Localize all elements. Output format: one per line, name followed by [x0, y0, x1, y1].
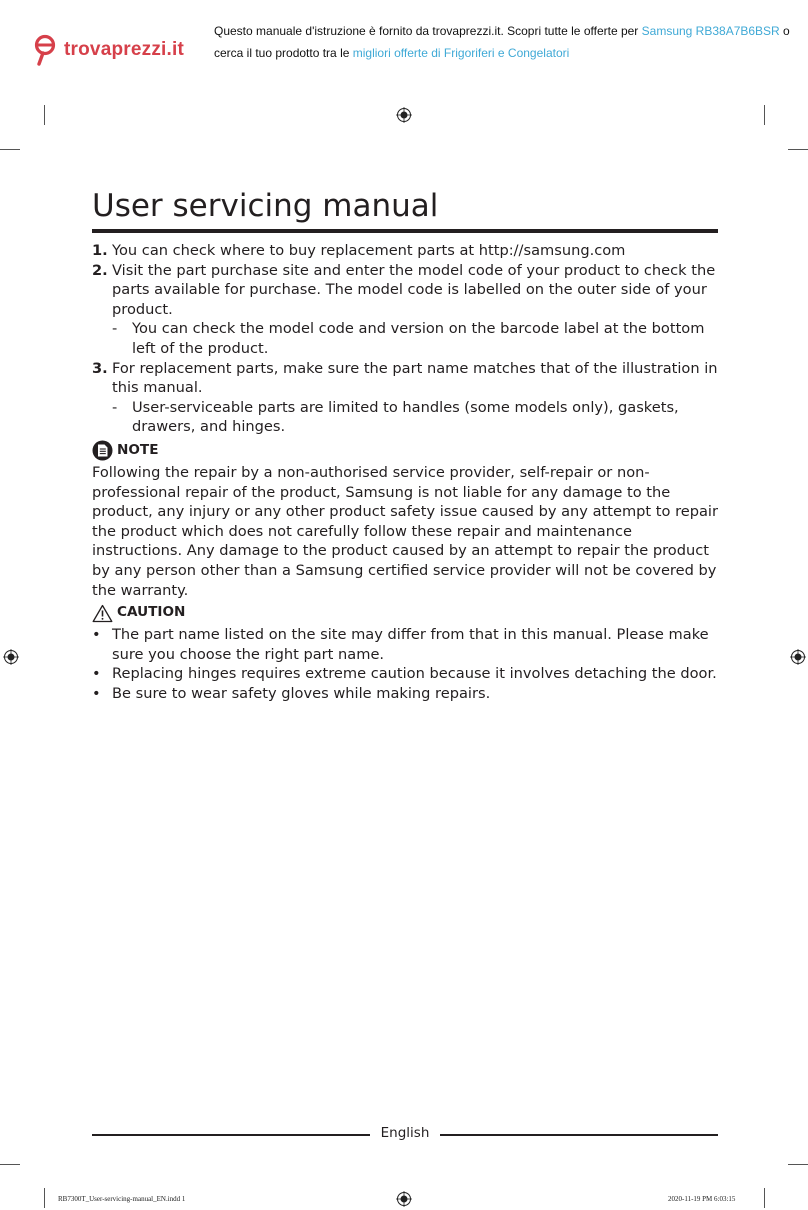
page-title: User servicing manual [92, 188, 439, 224]
warning-icon [92, 604, 113, 623]
dash-marker: - [112, 320, 118, 338]
step-item [92, 359, 722, 398]
crop-mark [788, 1164, 808, 1165]
crop-mark [764, 1188, 765, 1208]
bullet-marker: • [92, 626, 101, 644]
step-number: 1. [92, 242, 108, 259]
note-icon [92, 440, 113, 461]
footer-language: English [380, 1125, 430, 1141]
manual-content [92, 241, 722, 703]
note-label: NOTE [117, 442, 159, 459]
bullet-marker: • [92, 684, 101, 702]
subitem-text: User-serviceable parts are limited to handles (some models only), gaskets, drawers, and hinges. [132, 398, 679, 436]
bullet-marker: • [92, 665, 101, 683]
caution-text: Replacing hinges requires extreme caution because it involves detaching the door. [112, 665, 717, 683]
step-number: 3. [92, 359, 108, 377]
banner-line-2-text: cerca il tuo prodotto tra le [214, 46, 353, 60]
subitem-text: You can check the model code and version on the barcode label at the bottom left of the product. [132, 320, 705, 357]
footer-rule [440, 1134, 718, 1136]
print-slug-filename: RB7300T_User-servicing-manual_EN.indd 1 [58, 1195, 186, 1203]
caution-text: Be sure to wear safety gloves while making repairs. [112, 684, 491, 702]
crop-mark [788, 149, 808, 150]
title-underline [92, 229, 718, 233]
note-text: Following the repair by a non-authorised service provider, self-repair or non-professional repair of the product, Samsung is not liable for any damage to the product, any injury or any other product safety issue caused by any attempt to repair the product which does not carefully follow these repair and maintenance instructions. Any damage to the product caused by an attempt to repair the product by any person other than a Samsung certified service provider will not be covered by the warranty. [92, 463, 718, 599]
caution-item [92, 664, 722, 684]
crop-mark [764, 105, 765, 125]
registration-mark-icon [396, 1191, 412, 1207]
step-number: 2. [92, 261, 108, 279]
step-text: You can check where to buy replacement parts at http://samsung.com [112, 242, 626, 259]
registration-mark-icon [790, 649, 806, 665]
step-item [92, 241, 722, 261]
footer-rule [92, 1134, 370, 1136]
caution-item [92, 684, 722, 704]
banner-line-1-text: Questo manuale d'istruzione è fornito da trovaprezzi.it. Scopri tutte le offerte per [214, 24, 642, 38]
trovaprezzi-logo-icon [34, 34, 58, 66]
caution-text: The part name listed on the site may differ from that in this manual. Please make sure you choose the right part name. [112, 626, 709, 663]
step-item [92, 261, 722, 320]
banner-text [214, 20, 794, 64]
crop-mark [44, 105, 45, 125]
note-heading [92, 441, 722, 461]
banner-line-2 [214, 42, 794, 64]
crop-mark [0, 149, 20, 150]
registration-mark-icon [3, 649, 19, 665]
print-slug-timestamp: 2020-11-19 PM 6:03:15 [668, 1195, 736, 1203]
registration-mark-icon [396, 107, 412, 123]
banner-line-1 [214, 20, 794, 42]
fridge-offers-link[interactable]: migliori offerte di Frigoriferi e Congelatori [352, 46, 570, 60]
trovaprezzi-logo[interactable] [34, 34, 184, 66]
step-text: Visit the part purchase site and enter the model code of your product to check the parts available for purchase. The model code is labelled on the outer side of your product. [112, 261, 716, 318]
banner-line-1-suffix: o [779, 24, 790, 38]
crop-mark [0, 1164, 20, 1165]
step-subitem [92, 319, 722, 358]
caution-heading [92, 603, 722, 623]
crop-mark [44, 1188, 45, 1208]
step-subitem [92, 398, 722, 437]
logo-text: trovaprezzi.it [64, 39, 184, 60]
caution-label: CAUTION [117, 604, 186, 621]
step-text: For replacement parts, make sure the part name matches that of the illustration in this manual. [112, 359, 718, 397]
dash-marker: - [112, 398, 118, 416]
samsung-model-link[interactable]: Samsung RB38A7B6BSR [641, 24, 780, 38]
caution-item [92, 625, 722, 664]
